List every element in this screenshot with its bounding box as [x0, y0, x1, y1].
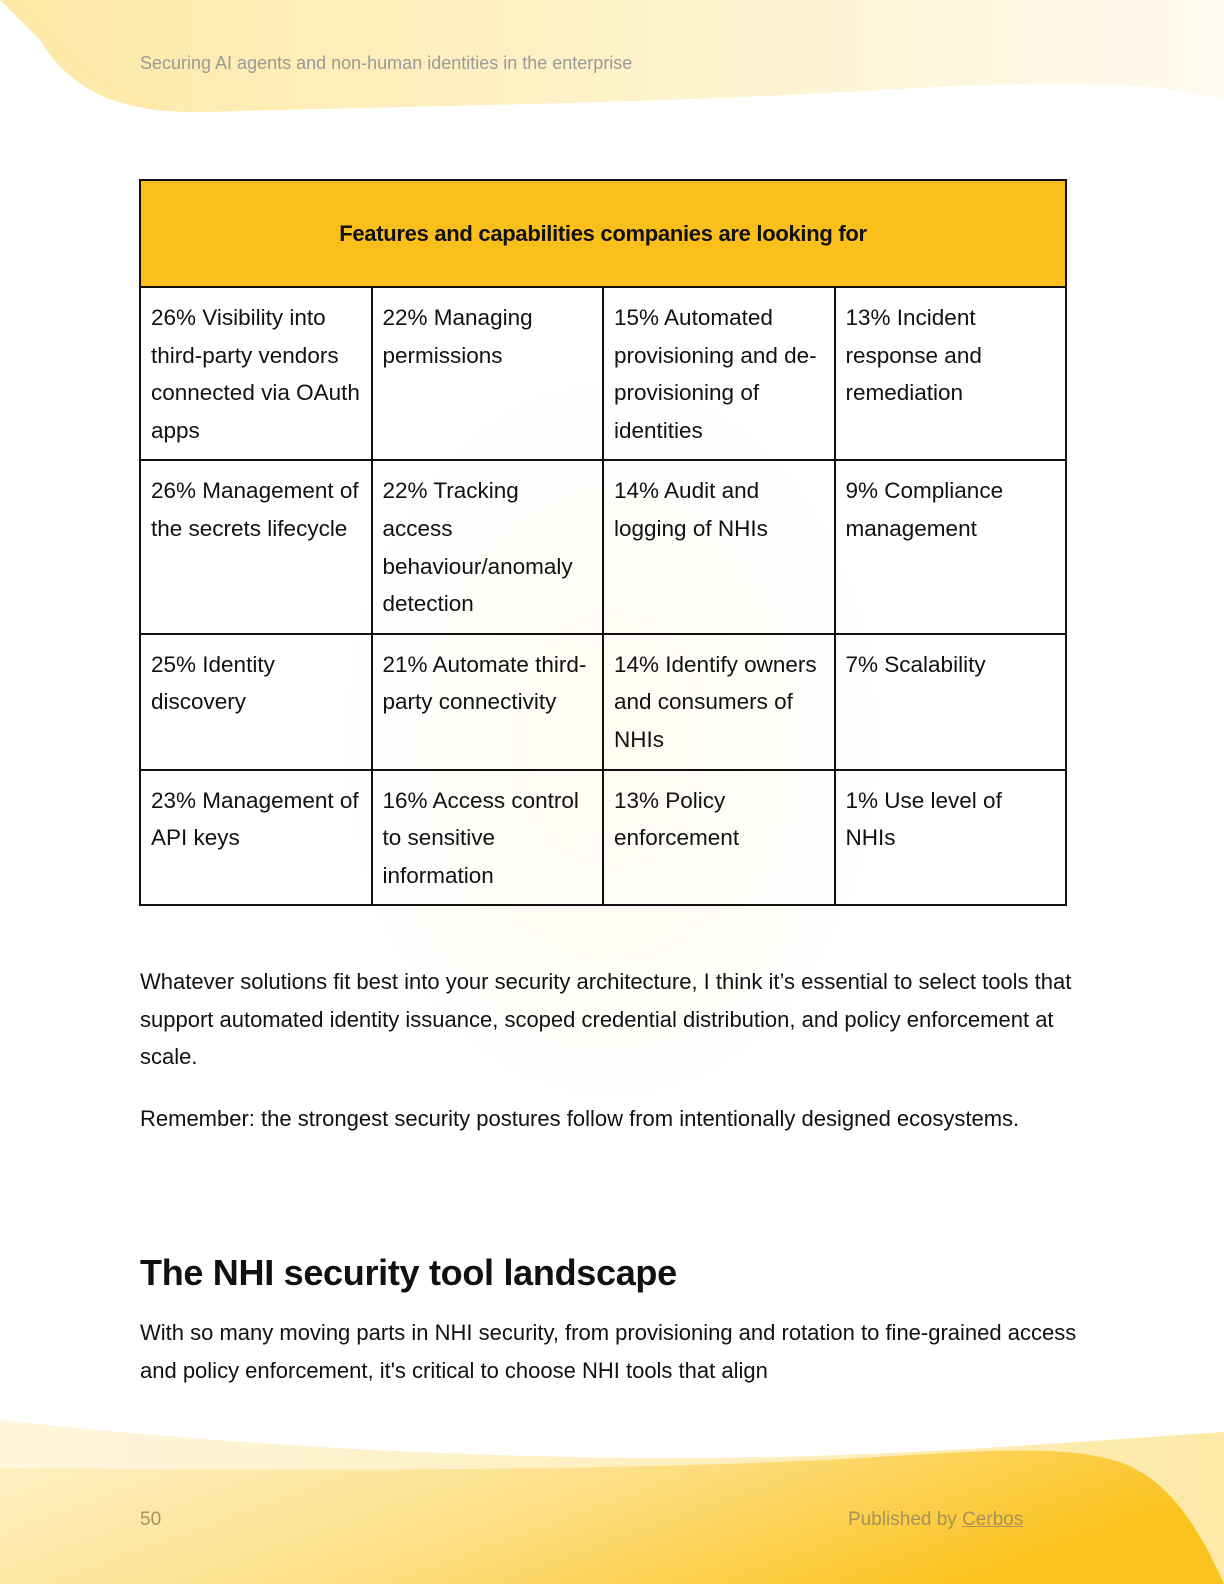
table-cell: 7% Scalability [835, 634, 1067, 770]
table-cell: 22% Tracking access behaviour/anomaly detection [372, 460, 604, 633]
table-cell: 22% Managing permissions [372, 287, 604, 460]
table-row [140, 287, 1066, 460]
table-cell: 25% Identity discovery [140, 634, 372, 770]
body-paragraph-2: Remember: the strongest security postures follow from intentionally designed ecosystems. [140, 1106, 1020, 1131]
table-header-row [140, 180, 1066, 287]
table-cell: 9% Compliance management [835, 460, 1067, 633]
page-number: 50 [140, 1509, 162, 1530]
body-paragraph-1: Whatever solutions fit best into your security architecture, I think it’s essential to select tools that support automated identity issuance, scoped credential distribution, and policy enforcement at scale. [140, 969, 1072, 1069]
table-cell: 16% Access control to sensitive information [372, 770, 604, 906]
published-by-label: Published by [848, 1509, 957, 1530]
table-cell: 26% Visibility into third-party vendors connected via OAuth apps [140, 287, 372, 460]
publisher-credit [848, 1509, 1023, 1531]
table-cell: 13% Incident response and remediation [835, 287, 1067, 460]
table-cell: 23% Management of API keys [140, 770, 372, 906]
table-cell: 21% Automate third-party connectivity [372, 634, 604, 770]
features-table [139, 179, 1067, 906]
table-cell: 14% Identify owners and consumers of NHIs [603, 634, 835, 770]
table-cell: 14% Audit and logging of NHIs [603, 460, 835, 633]
running-title: Securing AI agents and non-human identities in the enterprise [140, 53, 633, 73]
publisher-link[interactable]: Cerbos [962, 1509, 1024, 1530]
table-row [140, 634, 1066, 770]
table-title: Features and capabilities companies are looking for [140, 180, 1066, 287]
section-heading: The NHI security tool landscape [140, 1252, 677, 1293]
table-row [140, 770, 1066, 906]
table-cell: 26% Management of the secrets lifecycle [140, 460, 372, 633]
table-cell: 15% Automated provisioning and de-provisioning of identities [603, 287, 835, 460]
table-row [140, 460, 1066, 633]
body-paragraph-3: With so many moving parts in NHI security, from provisioning and rotation to fine-grained access and policy enforcement, it's critical to choose NHI tools that align [140, 1320, 1077, 1383]
table-cell: 13% Policy enforcement [603, 770, 835, 906]
table-cell: 1% Use level of NHIs [835, 770, 1067, 906]
